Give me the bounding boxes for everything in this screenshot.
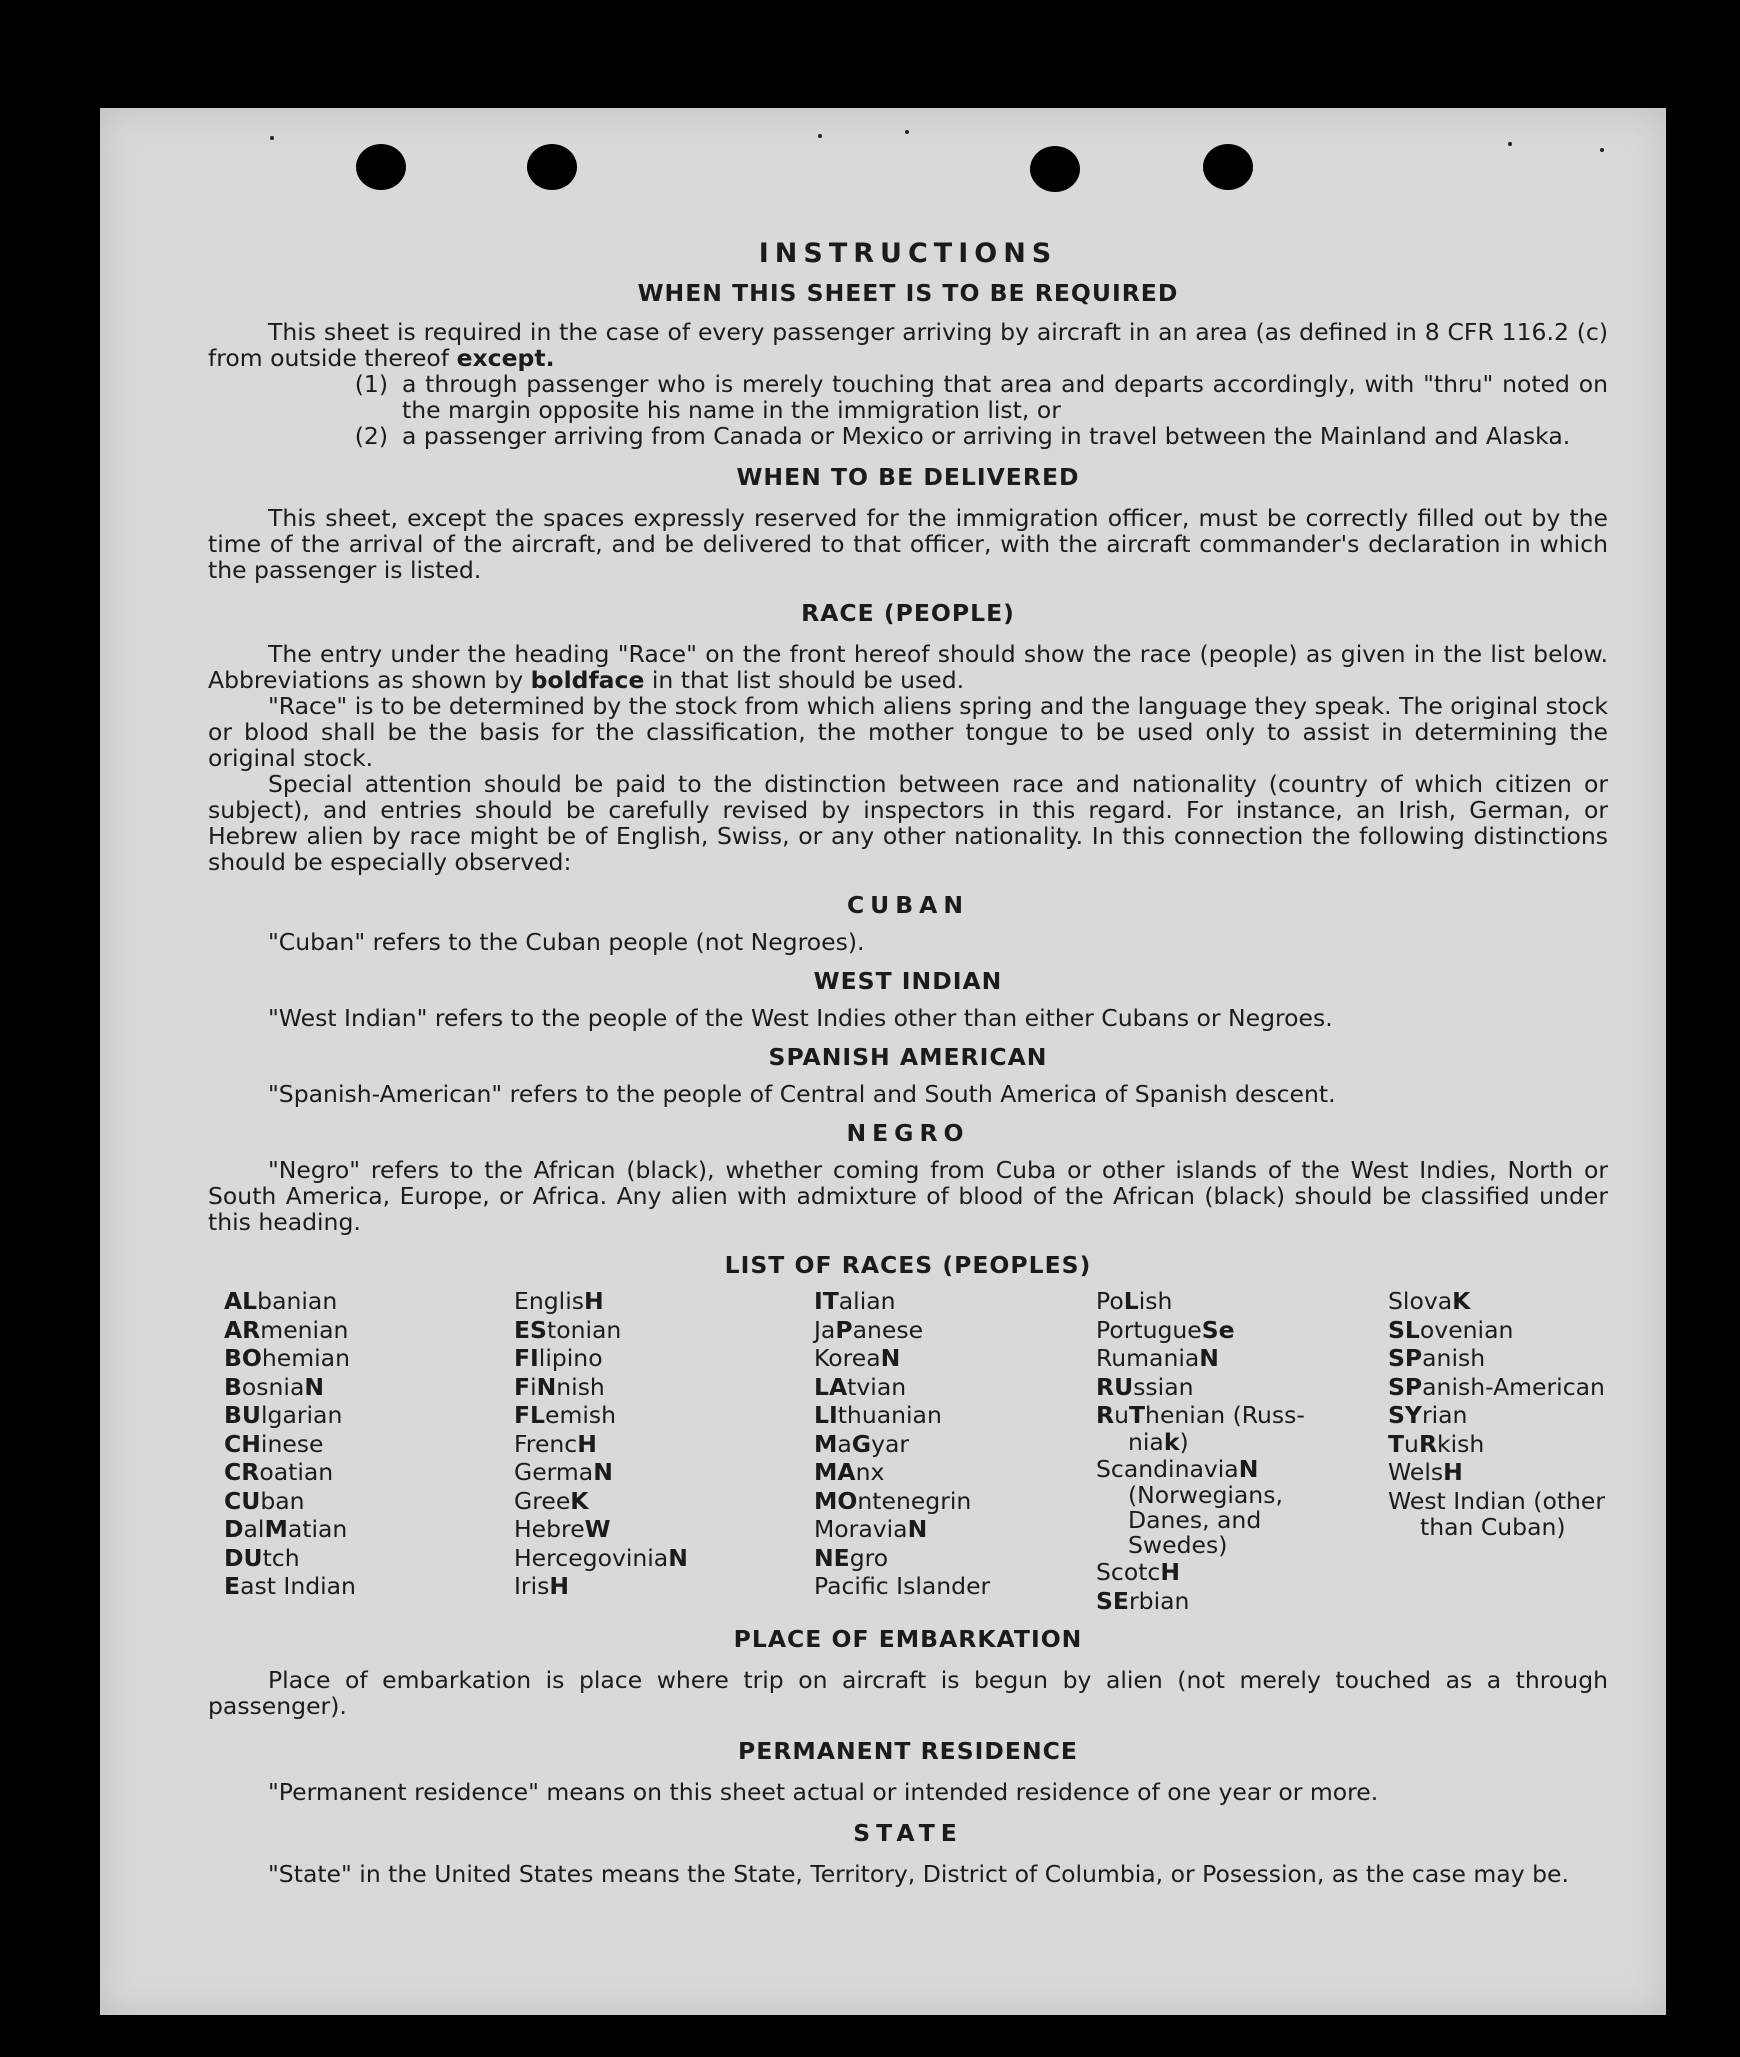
race-entry: Danes, and <box>1128 1506 1262 1534</box>
race-paragraph-2: "Race" is to be determined by the stock from which aliens spring and the language they speak. The original stock or blood shall be the basis for the classification, the mother tongue to be used only to assist in determining the original stock. <box>208 692 1608 772</box>
race-entry: SlovaK <box>1388 1287 1471 1315</box>
race-entry: GermaN <box>514 1458 613 1486</box>
race-entry: than Cuban) <box>1420 1513 1566 1541</box>
race-entry: SLovenian <box>1388 1315 1514 1344</box>
cuban-text: "Cuban" refers to the Cuban people (not Negroes). <box>268 928 865 956</box>
race-entry: CHinese <box>224 1429 324 1458</box>
state-text: "State" in the United States means the State, Territory, District of Columbia, or Posession, as the case may be. <box>268 1860 1569 1888</box>
race-entry: niak) <box>1128 1427 1189 1456</box>
race-entry: CRoatian <box>224 1458 334 1486</box>
speck <box>818 134 822 138</box>
races-list <box>224 1287 1608 1615</box>
section-title-cuban: CUBAN <box>846 891 970 919</box>
race-entry: NEgro <box>814 1543 889 1572</box>
race-entry: LIthuanian <box>814 1401 942 1429</box>
race-entry: GreeK <box>514 1486 589 1515</box>
race-entry: SPanish-American <box>1388 1372 1605 1401</box>
west-indian-text: "West Indian" refers to the people of the West Indies other than either Cubans or Negroes. <box>268 1004 1333 1032</box>
race-entry: EnglisH <box>514 1287 604 1315</box>
race-entry: RumaniaN <box>1096 1344 1219 1372</box>
race-entry: DUtch <box>224 1543 300 1572</box>
when-delivered-text: This sheet, except the spaces expressly reserved for the immigration officer, must be correctly filled out by the time of the arrival of the aircraft, and be delivered to that officer, with the aircraft commander's declaration in which the passenger is listed. <box>208 504 1608 584</box>
race-entry: HebreW <box>514 1515 611 1543</box>
when-required-intro: This sheet is required in the case of every passenger arriving by aircraft in an area (as defined in 8 CFR 116.2 (c) from outside thereof except. <box>208 318 1608 372</box>
races-column-5 <box>1388 1287 1628 1615</box>
race-entry: PortugueSe <box>1096 1315 1235 1344</box>
embarkation-text: Place of embarkation is place where trip on aircraft is begun by alien (not merely touched as a through passenger). <box>208 1666 1608 1720</box>
race-entry: EStonian <box>514 1315 622 1344</box>
race-entry: PoLish <box>1096 1287 1173 1315</box>
section-title-west-indian: WEST INDIAN <box>813 967 1003 995</box>
exception-item-2: (2) a passenger arriving from Canada or Mexico or arriving in travel between the Mainland and Alaska. <box>354 422 1571 450</box>
section-title-state: STATE <box>853 1819 963 1847</box>
race-entry: BOhemian <box>224 1344 350 1372</box>
race-entry: ITalian <box>814 1287 896 1315</box>
race-entry: JaPanese <box>814 1315 924 1344</box>
punch-hole <box>356 144 406 190</box>
race-entry: MOntenegrin <box>814 1486 972 1515</box>
section-title-negro: NEGRO <box>846 1119 970 1147</box>
race-entry: ScotcH <box>1096 1558 1181 1586</box>
races-column-3 <box>814 1287 1096 1615</box>
race-entry: KoreaN <box>814 1344 901 1372</box>
list-of-races-title: LIST OF RACES (PEOPLES) <box>724 1251 1092 1279</box>
race-entry: RUssian <box>1096 1372 1194 1401</box>
race-entry: WelsH <box>1388 1458 1463 1486</box>
race-entry: ScandinaviaN <box>1096 1454 1259 1483</box>
punch-hole <box>527 144 577 190</box>
race-entry: ALbanian <box>224 1287 338 1315</box>
race-entry: TuRkish <box>1388 1429 1485 1458</box>
race-entry: Swedes) <box>1128 1531 1228 1559</box>
race-entry: BUlgarian <box>224 1401 343 1429</box>
race-entry: CUban <box>224 1486 305 1515</box>
speck <box>1600 148 1604 152</box>
races-column-1 <box>224 1287 514 1615</box>
race-entry: RuThenian (Russ- <box>1096 1401 1305 1429</box>
race-entry: ARmenian <box>224 1315 349 1344</box>
section-title-embarkation: PLACE OF EMBARKATION <box>733 1625 1083 1653</box>
race-entry: SYrian <box>1388 1401 1468 1429</box>
speck <box>1508 142 1512 146</box>
race-paragraph-1: The entry under the heading "Race" on the front hereof should show the race (people) as given in the list below. Abbreviations as shown by boldface in that list should be used. <box>208 640 1608 694</box>
section-title-residence: PERMANENT RESIDENCE <box>738 1737 1078 1765</box>
punch-hole <box>1203 144 1253 190</box>
race-entry: FIlipino <box>514 1344 603 1372</box>
race-paragraph-3: Special attention should be paid to the distinction between race and nationality (country of which citizen or subject), and entries should be carefully revised by inspectors in this regard. For instance, an Irish, German, or Hebrew alien by race might be of English, Swiss, or any other nationality. In this connection the following distinctions should be especially observed: <box>208 770 1608 876</box>
race-entry: East Indian <box>224 1572 356 1600</box>
section-title-spanish-american: SPANISH AMERICAN <box>768 1043 1048 1071</box>
race-entry: BosniaN <box>224 1372 325 1401</box>
punch-hole <box>1030 146 1080 192</box>
race-entry: LAtvian <box>814 1372 907 1401</box>
race-entry: SPanish <box>1388 1344 1486 1372</box>
race-entry: DalMatian <box>224 1515 348 1543</box>
page-title: INSTRUCTIONS <box>758 238 1058 269</box>
section-title-when-required: WHEN THIS SHEET IS TO BE REQUIRED <box>637 279 1179 307</box>
race-entry: (Norwegians, <box>1128 1481 1283 1509</box>
section-title-when-delivered: WHEN TO BE DELIVERED <box>736 463 1080 491</box>
speck <box>905 130 909 134</box>
race-entry: FLemish <box>514 1401 617 1429</box>
negro-text: "Negro" refers to the African (black), whether coming from Cuba or other islands of the West Indies, North or South America, Europe, or Africa. Any alien with admixture of blood of the African (black) should be classified under this heading. <box>208 1156 1608 1236</box>
race-entry: West Indian (other <box>1388 1486 1606 1515</box>
race-entry: MAnx <box>814 1458 885 1486</box>
speck <box>270 136 274 140</box>
race-entry: Pacific Islander <box>814 1572 991 1600</box>
races-column-2 <box>514 1287 814 1615</box>
instructions-body <box>208 238 1608 1887</box>
race-entry: FiNnish <box>514 1372 605 1401</box>
document-page <box>100 108 1666 2015</box>
race-entry: MaGyar <box>814 1429 910 1458</box>
race-entry: IrisH <box>514 1572 570 1600</box>
residence-text: "Permanent residence" means on this sheet actual or intended residence of one year or more. <box>268 1778 1379 1806</box>
race-entry: HercegoviniaN <box>514 1543 688 1572</box>
race-entry: SErbian <box>1096 1586 1190 1615</box>
race-entry: MoraviaN <box>814 1515 928 1543</box>
races-column-4 <box>1096 1287 1388 1615</box>
race-entry: FrencH <box>514 1429 597 1458</box>
section-title-race: RACE (PEOPLE) <box>801 599 1015 627</box>
exception-item-1: (1) a through passenger who is merely touching that area and departs accordingly, with "thru" noted on the margin opposite his name in the immigration list, or <box>354 370 1608 424</box>
spanish-american-text: "Spanish-American" refers to the people of Central and South America of Spanish descent. <box>268 1080 1336 1108</box>
